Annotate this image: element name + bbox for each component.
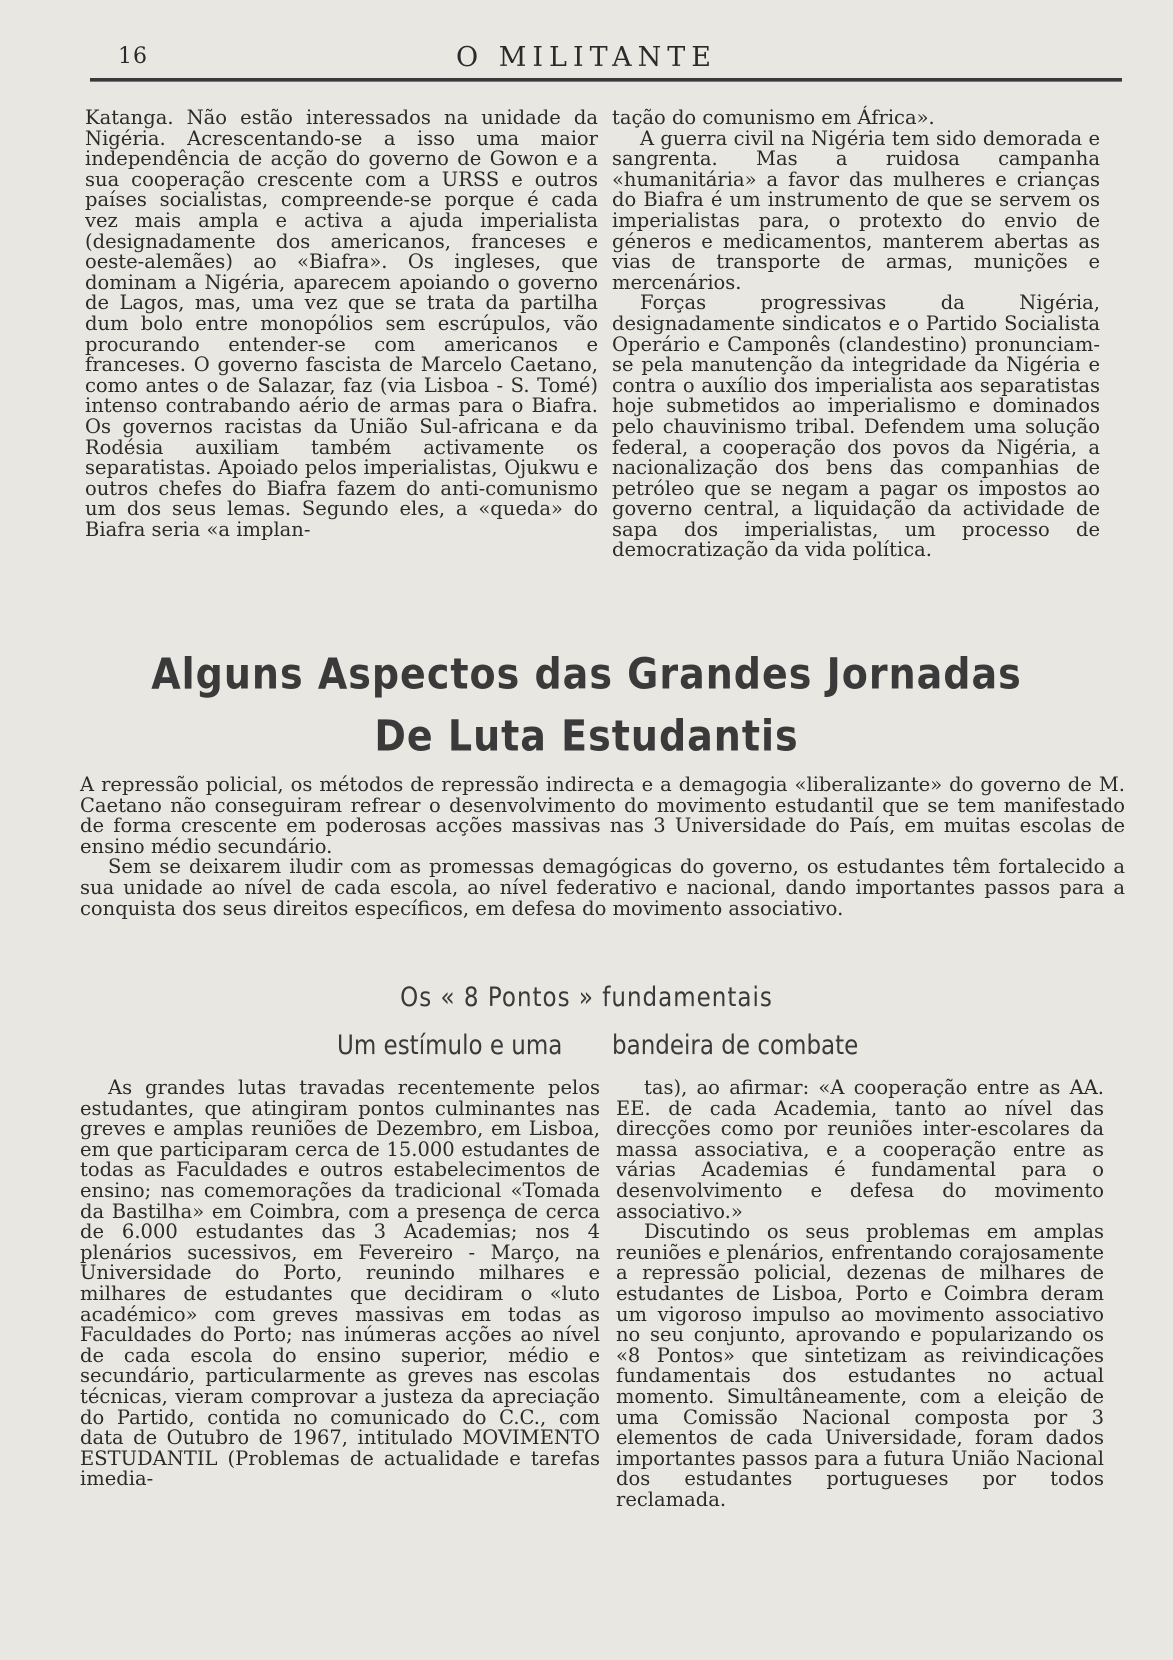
paragraph: As grandes lutas travadas recentemente pelos estudantes, que atingiram pontos culminantes nas greves e amplas reuniões de Dezembro, em Lisboa, em que participaram cerca de 15.000 estudantes de todas as Faculdades e outros estabelecimentos de ensino; nas comemorações da tradicional «Tomada da Bastilha» em Coimbra, com a presença de cerca de 6.000 estudantes das 3 Academias; nos 4 plenários sucessivos, em Fevereiro - Março, na Universidade do Porto, reunindo milhares e milhares de estudantes que decidiram o «luto académico» com greves massivas em todas as Faculdades do Porto; nas inúmeras acções ao nível de cada escola do ensino superior, médio e secundário, particularmente as greves nas escolas técnicas, vieram comprovar a justeza da apreciação do Partido, contida no comunicado do C.C., com data de Outubro de 1967, intitulado MOVIMENTO ESTUDANTIL (Problemas de actualidade e tarefas imedia- [80, 1076, 600, 1491]
paragraph: Forças progressivas da Nigéria, designadamente sindicatos e o Partido Socialista Operário e Camponês (clandestino) pronunciam-se pela manutenção da integridade da Nigéria e contra o auxílio dos imperialista aos separatistas hoje submetidos ao imperialismo e dominados pelo chauvinismo tribal. Defendem uma solução federal, a cooperação dos povos da Nigéria, a nacionalização dos bens das companhias de petróleo que se negam a pagar os impostos ao governo central, a liquidação da actividade de sapa dos imperialistas, um processo de democratização da vida política. [612, 291, 1100, 562]
paragraph: tação do comunismo em África». [612, 106, 935, 129]
article-top-left-column [85, 108, 598, 540]
article-bottom-right-column [616, 1078, 1104, 1510]
paragraph: Discutindo os seus problemas em amplas reuniões e plenários, enfrentando corajosamente a repressão policial, dezenas de milhares de estudantes de Lisboa, Porto e Coimbra deram um vigoroso impulso ao movimento associativo no seu conjunto, aprovando e popularizando os «8 Pontos» que sintetizam as reivindicações fundamentais dos estudantes no actual momento. Simultâneamente, com a eleição de uma Comissão Nacional composta por 3 elementos de cada Universidade, foram dados importantes passos para a futura União Nacional dos estudantes portugueses por todos reclamada. [616, 1220, 1104, 1511]
subheadline-line-2-right: bandeira de combate [612, 1031, 859, 1061]
headline-line-1: Alguns Aspectos das Grandes Jornadas [151, 649, 1022, 699]
paragraph: Katanga. Não estão interessados na unidade da Nigéria. Acrescentando-se a isso uma maior independência de acção do governo de Gowon e a sua cooperação crescente com a URSS e outros países socialistas, compreende-se porque é cada vez mais ampla e activa a ajuda imperialista (designadamente dos americanos, franceses e oeste-alemães) ao «Biafra». Os ingleses, que dominam a Nigéria, aparecem apoiando o governo de Lagos, mas, uma vez que se trata da partilha dum bolo entre monopólios sem escrúpulos, vão procurando entender-se com americanos e franceses. O governo fascista de Marcelo Caetano, como antes o de Salazar, faz (via Lisboa - S. Tomé) intenso contrabando aério de armas para o Biafra. Os governos racistas da União Sul-africana e da Rodésia auxiliam também activamente os separatistas. Apoiado pelos imperialistas, Ojukwu e outros chefes do Biafra fazem do anti-comunismo um dos seus lemas. Segundo eles, a «queda» do Biafra seria «a implan- [85, 106, 598, 541]
subheadline-line-2-left: Um estímulo e uma [337, 1031, 563, 1061]
intro-paragraph: Sem se deixarem iludir com as promessas demagógicas do governo, os estudantes têm fortalecido a sua unidade ao nível de cada escola, ao nível federativo e nacional, dando importantes passos para a conquista dos seus direitos específicos, em defesa do movimento associativo. [80, 855, 1125, 920]
paragraph: A guerra civil na Nigéria tem sido demorada e sangrenta. Mas a ruidosa campanha «humanitária» a favor das mulheres e crianças do Biafra é um instrumento de que se servem os imperialistas para, o protexto do envio de géneros e medicamentos, manterem abertas as vias de transporte de armas, munições e mercenários. [612, 126, 1100, 294]
header-rule [90, 78, 1122, 82]
intro-paragraph: A repressão policial, os métodos de repressão indirecta e a demagogia «liberalizante» do governo de M. Caetano não conseguiram refrear o desenvolvimento do movimento estudantil que se tem manifestado de forma crescente em poderosas acções massivas nas 3 Universidade do País, em muitas escolas de ensino médio secundário. [80, 773, 1125, 858]
intro-block [80, 775, 1125, 919]
headline-line-2: De Luta Estudantis [374, 711, 799, 761]
article-bottom-left-column [80, 1078, 600, 1490]
article-top-right-column [612, 108, 1100, 561]
subheadline-line-1: Os « 8 Pontos » fundamentais [400, 983, 773, 1013]
publication-title: O MILITANTE [456, 42, 717, 73]
page-number: 16 [118, 44, 148, 69]
paragraph: tas), ao afirmar: «A cooperação entre as AA. EE. de cada Academia, tanto ao nível das direcções como por reuniões inter-escolares da massa associativa, e a cooperação entre as várias Academias é fundamental para o desenvolvimento e defesa do movimento associativo.» [616, 1076, 1104, 1223]
